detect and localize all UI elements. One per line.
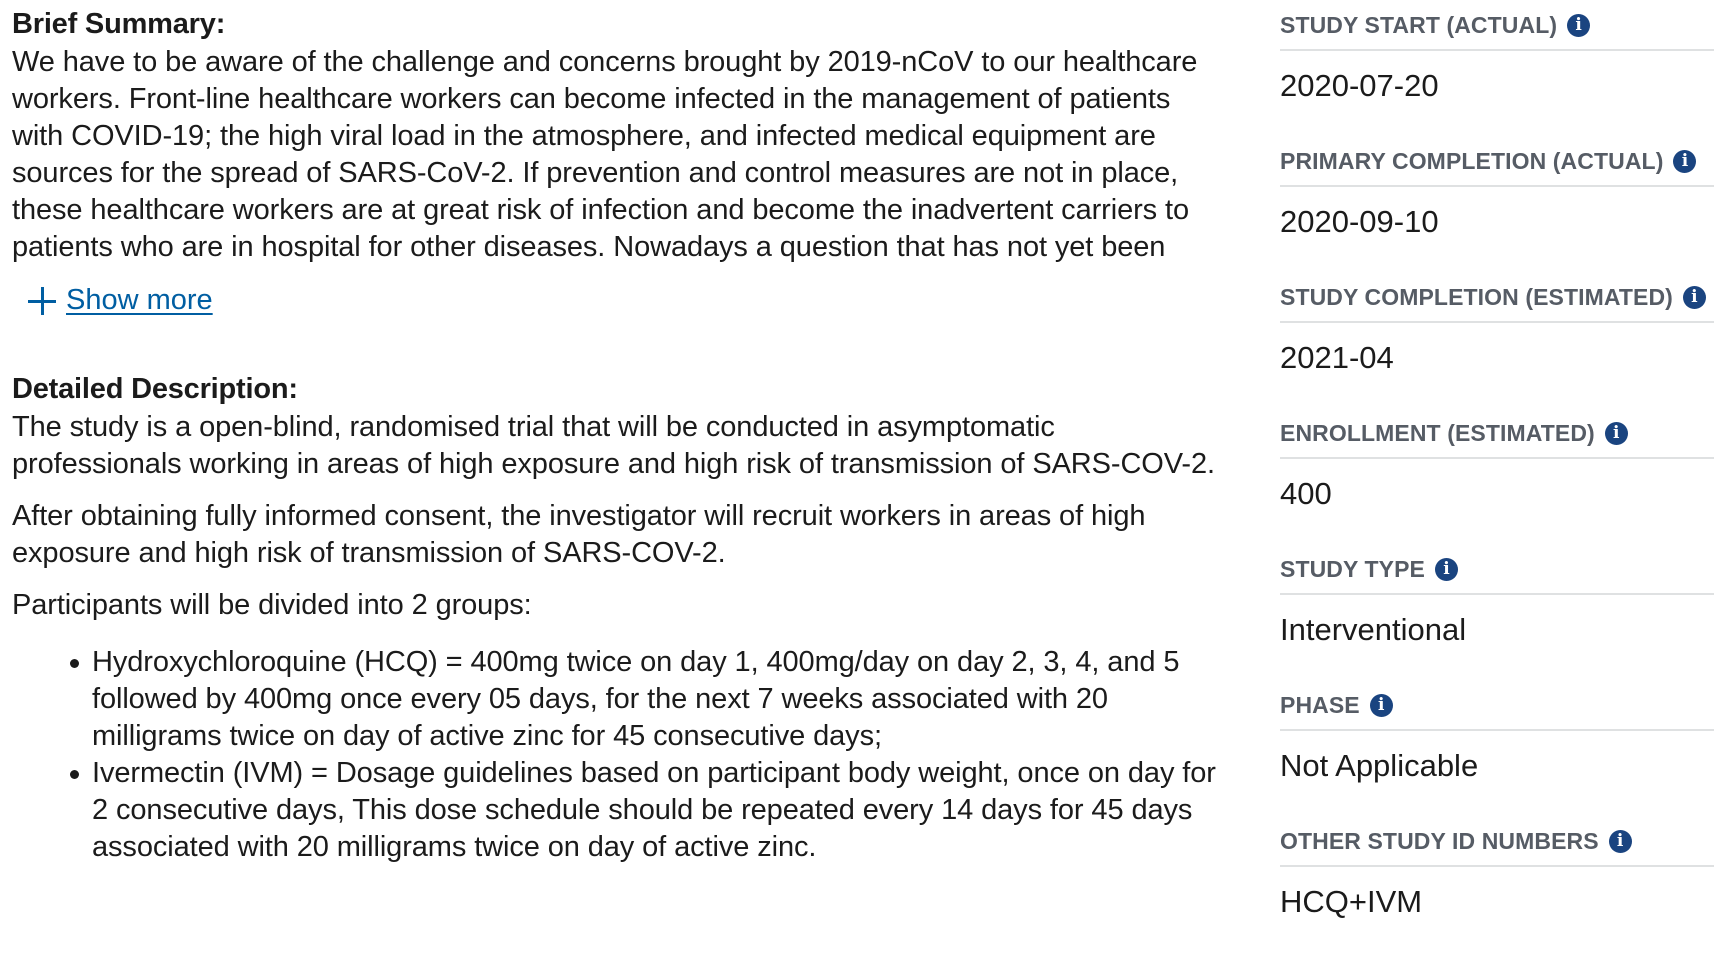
list-item: Hydroxychloroquine (HCQ) = 400mg twice on day 1, 400mg/day on day 2, 3, 4, and 5 followed by 400mg once every 05 days, for the next 7 weeks associated with 20 milligrams twice on day of active zinc for 45 consecutive days;	[92, 644, 1227, 755]
info-icon[interactable]: i	[1683, 286, 1706, 309]
fact-value: 2020-07-20	[1280, 68, 1439, 103]
show-more-link[interactable]: Show more	[66, 284, 213, 316]
fact-enrollment	[1280, 416, 1714, 552]
divider	[1280, 185, 1714, 187]
fact-label: PHASE	[1280, 691, 1360, 718]
info-icon[interactable]: i	[1567, 14, 1590, 37]
divider	[1280, 865, 1714, 867]
fact-label: PRIMARY COMPLETION (ACTUAL)	[1280, 147, 1664, 174]
fact-value: 2021-04	[1280, 340, 1394, 375]
info-icon[interactable]: i	[1370, 694, 1393, 717]
fact-study-completion	[1280, 280, 1714, 416]
plus-icon	[28, 287, 56, 315]
fact-label: ENROLLMENT (ESTIMATED)	[1280, 419, 1595, 446]
divider	[1280, 49, 1714, 51]
detailed-description-paragraph: The study is a open-blind, randomised trial that will be conducted in asymptomatic professionals working in areas of high exposure and high risk of transmission of SARS-COV-2.	[12, 411, 1215, 480]
fact-value: 400	[1280, 476, 1332, 511]
fact-value: Not Applicable	[1280, 748, 1479, 783]
divider	[1280, 729, 1714, 731]
fact-label: STUDY COMPLETION (ESTIMATED)	[1280, 283, 1673, 310]
detailed-description-paragraph: After obtaining fully informed consent, the investigator will recruit workers in areas of high exposure and high risk of transmission of SARS-COV-2.	[12, 500, 1146, 569]
fact-study-type	[1280, 552, 1714, 688]
fact-label: STUDY TYPE	[1280, 555, 1425, 582]
divider	[1280, 457, 1714, 459]
info-icon[interactable]: i	[1605, 422, 1628, 445]
main-content	[12, 6, 1227, 866]
fact-label: OTHER STUDY ID NUMBERS	[1280, 827, 1599, 854]
brief-summary-text: We have to be aware of the challenge and concerns brought by 2019-nCoV to our healthcare workers. Front-line healthcare workers can become infected in the management of patients with COVID-19; the high viral load in the atmosphere, and infected medical equipment are sources for the spread of SARS-CoV-2. If prevention and control measures are not in place, these healthcare workers are at great risk of infection and become the inadvertent carriers to patients who are in hospital for other diseases. Nowadays a question that has not yet been	[12, 46, 1198, 263]
info-icon[interactable]: i	[1435, 558, 1458, 581]
fact-value: Interventional	[1280, 612, 1467, 647]
study-facts-sidebar	[1280, 8, 1714, 960]
info-icon[interactable]: i	[1673, 150, 1696, 173]
fact-label: STUDY START (ACTUAL)	[1280, 11, 1558, 38]
fact-value: 2020-09-10	[1280, 204, 1439, 239]
fact-primary-completion	[1280, 144, 1714, 280]
divider	[1280, 321, 1714, 323]
participant-groups-list	[12, 644, 1227, 866]
fact-value: HCQ+IVM	[1280, 884, 1423, 919]
brief-summary-heading: Brief Summary:	[12, 8, 226, 40]
fact-study-start	[1280, 8, 1714, 144]
detailed-description-paragraph: Participants will be divided into 2 groups:	[12, 589, 532, 621]
list-item: Ivermectin (IVM) = Dosage guidelines based on participant body weight, once on day for 2 consecutive days, This dose schedule should be repeated every 14 days for 45 days associated with 20 milligrams twice on day of active zinc.	[92, 755, 1227, 866]
divider	[1280, 593, 1714, 595]
fact-other-study-ids	[1280, 824, 1714, 960]
show-more-button[interactable]	[28, 284, 1227, 317]
fact-phase	[1280, 688, 1714, 824]
detailed-description-heading: Detailed Description:	[12, 373, 298, 405]
info-icon[interactable]: i	[1609, 830, 1632, 853]
